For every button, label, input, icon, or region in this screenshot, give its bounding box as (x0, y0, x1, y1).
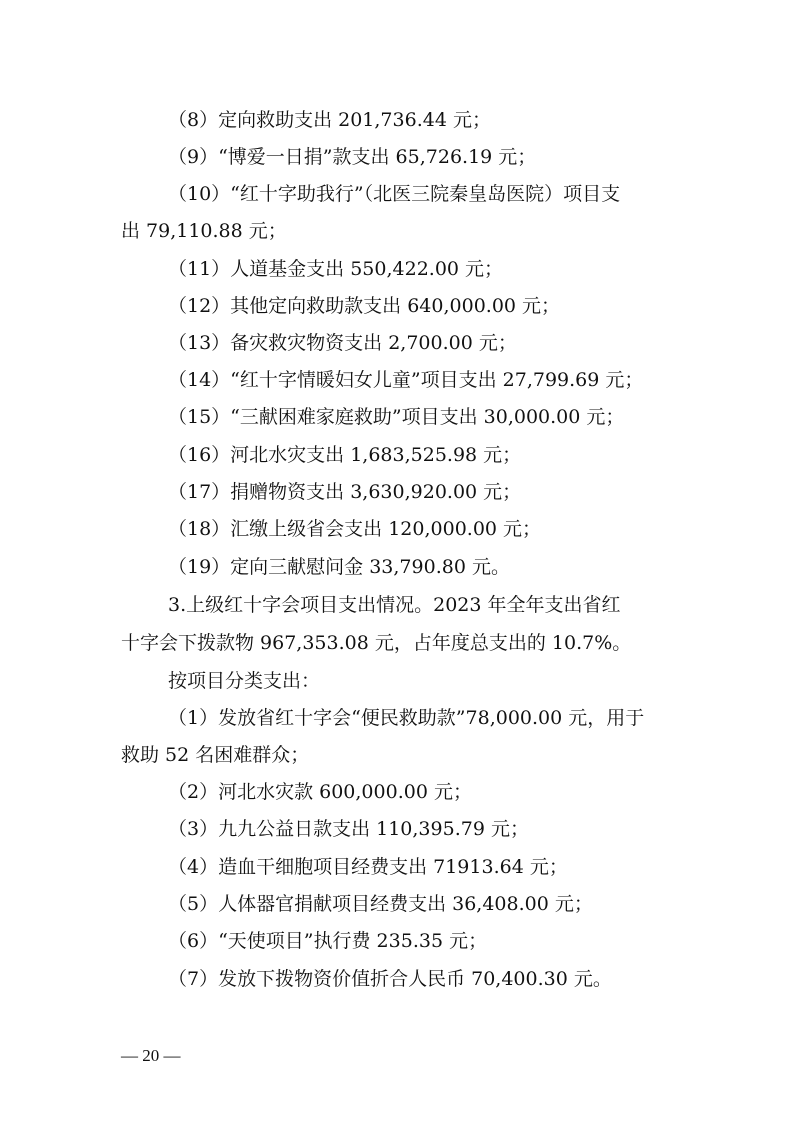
list-item: （10）“红十字助我行”（北医三院秦皇岛医院）项目支 (168, 183, 621, 205)
list-item: （12）其他定向救助款支出 640,000.00 元； (168, 295, 561, 317)
list-item: （9）“博爱一日捐”款支出 65,726.19 元； (168, 146, 537, 168)
list-item: （4）造血干细胞项目经费支出 71913.64 元； (168, 856, 568, 878)
section-subhead: 按项目分类支出： (168, 670, 321, 692)
list-item: （15）“三献困难家庭救助”项目支出 30,000.00 元； (168, 406, 625, 428)
list-item: （7）发放下拨物资价值折合人民币 70,400.30 元。 (168, 968, 612, 990)
list-item-continuation: 救助 52 名困难群众； (121, 744, 310, 766)
section-text: 十字会下拨款物 967,353.08 元，占年度总支出的 10.7%。 (121, 632, 632, 654)
list-item-continuation: 出 79,110.88 元； (121, 220, 287, 242)
list-item: （13）备灾救灾物资支出 2,700.00 元； (168, 332, 517, 354)
list-item: （14）“红十字情暖妇女儿童”项目支出 27,799.69 元； (168, 369, 644, 391)
list-item: （3）九九公益日款支出 110,395.79 元； (168, 818, 529, 840)
list-item: （16）河北水灾支出 1,683,525.98 元； (168, 444, 522, 466)
list-item: （1）发放省红十字会“便民救助款”78,000.00 元，用于 (168, 707, 645, 729)
section-heading: 3.上级红十字会项目支出情况。2023 年全年支出省红 (168, 594, 621, 616)
list-item: （19）定向三献慰问金 33,790.80 元。 (168, 556, 510, 578)
list-item: （18）汇缴上级省会支出 120,000.00 元； (168, 518, 542, 540)
list-item: （17）捐赠物资支出 3,630,920.00 元； (168, 481, 522, 503)
list-item: （5）人体器官捐献项目经费支出 36,408.00 元； (168, 893, 593, 915)
page-number: — 20 — (121, 1046, 181, 1065)
list-item: （8）定向救助支出 201,736.44 元； (168, 109, 491, 131)
list-item: （2）河北水灾款 600,000.00 元； (168, 781, 472, 803)
list-item: （6）“天使项目”执行费 235.35 元； (168, 930, 488, 952)
list-item: （11）人道基金支出 550,422.00 元； (168, 258, 504, 280)
